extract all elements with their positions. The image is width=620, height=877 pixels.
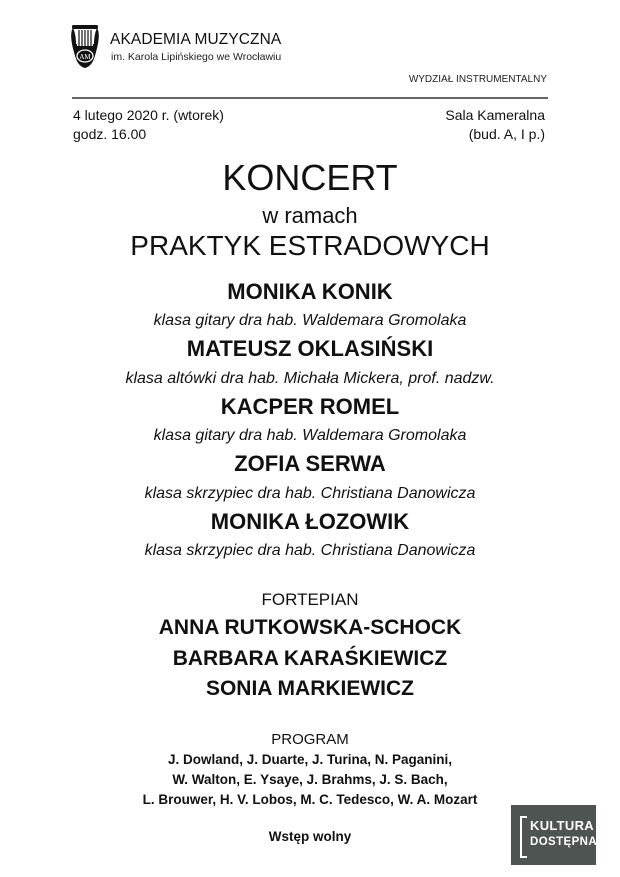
svg-text:AM: AM <box>79 53 91 61</box>
venue-detail: (bud. A, I p.) <box>468 126 545 142</box>
performer-class: klasa altówki dra hab. Michała Mickera, prof. nadzw. <box>125 370 495 387</box>
kultura-dostepna-badge <box>511 805 596 865</box>
performer-name: MONIKA ŁOZOWIK <box>210 509 410 534</box>
bracket-icon <box>520 816 527 858</box>
venue-name: Sala Kameralna <box>445 107 545 123</box>
program-line: J. Dowland, J. Duarte, J. Turina, N. Paganini, <box>167 752 453 767</box>
pianist-name: ANNA RUTKOWSKA-SCHOCK <box>158 616 462 639</box>
program-line: W. Walton, E. Ysaye, J. Brahms, J. S. Bach, <box>172 772 448 787</box>
lyre-icon <box>68 22 102 70</box>
page-subtitle: PRAKTYK ESTRADOWYCH <box>130 230 490 261</box>
performer-class: klasa skrzypiec dra hab. Christiana Danowicza <box>144 542 476 559</box>
event-date: 4 lutego 2020 r. (wtorek) <box>73 107 224 123</box>
performer-name: ZOFIA SERWA <box>234 451 386 476</box>
performer-class: klasa gitary dra hab. Waldemara Gromolaka <box>153 312 467 329</box>
event-datetime <box>73 106 224 144</box>
entry-note: Wstęp wolny <box>268 829 352 844</box>
badge-line-2: DOSTĘPNA <box>530 836 598 848</box>
performer-name: MONIKA KONIK <box>227 279 393 304</box>
event-venue <box>445 106 545 144</box>
header-divider <box>72 97 548 99</box>
program-line: L. Brouwer, H. V. Lobos, M. C. Tedesco, W. A. Mozart <box>142 792 478 807</box>
pianist-name: BARBARA KARAŚKIEWICZ <box>172 647 448 670</box>
piano-heading: FORTEPIAN <box>261 590 359 609</box>
institution-subtitle: im. Karola Lipińskiego we Wrocławiu <box>111 51 282 63</box>
title-connector: w ramach <box>262 203 358 228</box>
pianist-name: SONIA MARKIEWICZ <box>205 677 415 700</box>
event-time: godz. 16.00 <box>73 126 147 142</box>
institution-name: AKADEMIA MUZYCZNA <box>110 31 282 48</box>
performer-name: MATEUSZ OKLASIŃSKI <box>186 336 434 361</box>
badge-line-1: KULTURA <box>530 818 594 833</box>
program-heading: PROGRAM <box>271 731 349 748</box>
performer-class: klasa skrzypiec dra hab. Christiana Danowicza <box>144 485 476 502</box>
performer-class: klasa gitary dra hab. Waldemara Gromolaka <box>153 427 467 444</box>
performer-name: KACPER ROMEL <box>220 394 400 419</box>
department-label: WYDZIAŁ INSTRUMENTALNY <box>408 74 547 85</box>
page-title: KONCERT <box>222 157 398 198</box>
